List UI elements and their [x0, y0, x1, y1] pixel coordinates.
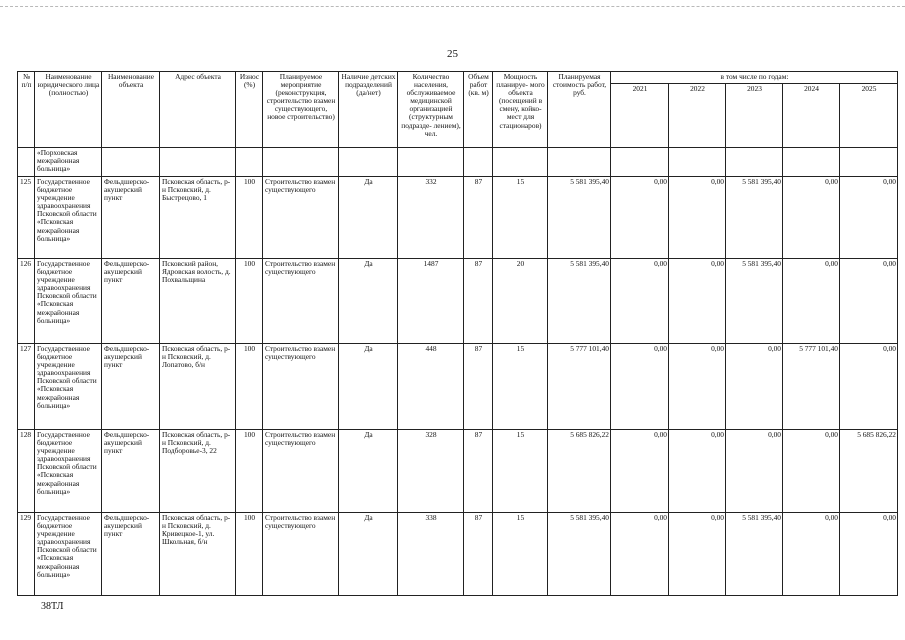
row-2023: 5 581 395,40 [726, 259, 783, 344]
row-object: Фельдшерско- акушерский пункт [102, 344, 160, 430]
row-wear: 100 [236, 430, 263, 513]
row-org: Государственное бюджетное учреждение здравоохранения Псковской области «Псковская межрайонная больница» [35, 177, 102, 259]
row-object: Фельдшерско- акушерский пункт [102, 177, 160, 259]
header-wear: Износ (%) [236, 72, 263, 148]
row-cost: 5 685 826,22 [548, 430, 611, 513]
row-address: Псковская область, р-н Псковский, д. Лопатово, б/н [160, 344, 236, 430]
continuation-row [18, 148, 898, 177]
header-cap: Мощность планируе- мого объекта (посещений в смену, койко-мест для стационаров) [493, 72, 548, 148]
row-2023: 0,00 [726, 430, 783, 513]
row-org: Государственное бюджетное учреждение здравоохранения Псковской области «Псковская межрайонная больница» [35, 259, 102, 344]
row-population: 338 [398, 513, 464, 596]
row-kids: Да [339, 177, 398, 259]
header-year-2023: 2023 [726, 84, 783, 148]
header-org: Наименование юридического лица (полностью) [35, 72, 102, 148]
row-population: 328 [398, 430, 464, 513]
header-addr: Адрес объекта [160, 72, 236, 148]
row-2022: 0,00 [669, 430, 726, 513]
row-population: 332 [398, 177, 464, 259]
row-object: Фельдшерско- акушерский пункт [102, 513, 160, 596]
row-plan: Строительство взамен существующего [263, 344, 339, 430]
row-2024: 5 777 101,40 [783, 344, 840, 430]
row-2024: 0,00 [783, 177, 840, 259]
footer-code: 38ТЛ [41, 601, 64, 612]
row-volume: 87 [464, 513, 493, 596]
header-cost: Планируемая стоимость работ, руб. [548, 72, 611, 148]
row-plan: Строительство взамен существующего [263, 177, 339, 259]
row-org: Государственное бюджетное учреждение здравоохранения Псковской области «Псковская межрайонная больница» [35, 430, 102, 513]
row-capacity: 15 [493, 513, 548, 596]
row-capacity: 15 [493, 177, 548, 259]
header-year-2022: 2022 [669, 84, 726, 148]
table-row [18, 430, 898, 513]
header-row-1 [18, 72, 898, 84]
row-2025: 0,00 [840, 344, 898, 430]
row-2025: 0,00 [840, 259, 898, 344]
row-number: 125 [18, 177, 35, 259]
row-2021: 0,00 [611, 259, 669, 344]
row-number: 127 [18, 344, 35, 430]
row-volume: 87 [464, 430, 493, 513]
row-2021: 0,00 [611, 344, 669, 430]
row-cost: 5 581 395,40 [548, 177, 611, 259]
row-volume: 87 [464, 177, 493, 259]
row-2025: 5 685 826,22 [840, 430, 898, 513]
row-object: Фельдшерско- акушерский пункт [102, 259, 160, 344]
table-row [18, 177, 898, 259]
row-plan: Строительство взамен существующего [263, 259, 339, 344]
row-number: 129 [18, 513, 35, 596]
row-capacity: 15 [493, 344, 548, 430]
row-cost: 5 581 395,40 [548, 513, 611, 596]
row-number: 126 [18, 259, 35, 344]
row-address: Псковская область, р-н Псковский, д. Подборовье-3, 22 [160, 430, 236, 513]
row-2025: 0,00 [840, 513, 898, 596]
header-num: № п/п [18, 72, 35, 148]
header-year-2021: 2021 [611, 84, 669, 148]
row-org: Государственное бюджетное учреждение здравоохранения Псковской области «Псковская межрайонная больница» [35, 344, 102, 430]
row-capacity: 15 [493, 430, 548, 513]
row-population: 1487 [398, 259, 464, 344]
row-plan: Строительство взамен существующего [263, 513, 339, 596]
header-year-2025: 2025 [840, 84, 898, 148]
page-number: 25 [447, 48, 458, 60]
header-obj: Наименование объекта [102, 72, 160, 148]
row-address: Псковский район, Ядровская волость, д. Похвальщина [160, 259, 236, 344]
row-2024: 0,00 [783, 430, 840, 513]
header-kids: Наличие детских подразделений (да/нет) [339, 72, 398, 148]
row-address: Псковская область, р-н Псковский, д. Быстрецово, 1 [160, 177, 236, 259]
row-object: Фельдшерско- акушерский пункт [102, 430, 160, 513]
header-pop: Количество населения, обслуживаемое медицинской организацией (структурным подразде- лением), чел. [398, 72, 464, 148]
header-plan: Планируемое мероприятие (реконструкция, строительство взамен существующего, новое строительство) [263, 72, 339, 148]
row-cost: 5 777 101,40 [548, 344, 611, 430]
row-kids: Да [339, 430, 398, 513]
row-2022: 0,00 [669, 344, 726, 430]
row-2021: 0,00 [611, 430, 669, 513]
table-row [18, 344, 898, 430]
row-org: Государственное бюджетное учреждение здравоохранения Псковской области «Псковская межрайонная больница» [35, 513, 102, 596]
header-years-group: в том числе по годам: [611, 72, 898, 84]
facilities-table [17, 71, 898, 596]
table-row [18, 513, 898, 596]
row-2021: 0,00 [611, 177, 669, 259]
scan-edge [0, 6, 905, 7]
header-vol: Объем работ (кв. м) [464, 72, 493, 148]
row-address: Псковская область, р-н Псковский, д. Кривецкое-1, ул. Школьная, б/н [160, 513, 236, 596]
row-population: 448 [398, 344, 464, 430]
row-2024: 0,00 [783, 513, 840, 596]
continuation-text: «Порховская межрайонная больница» [35, 148, 102, 177]
row-kids: Да [339, 344, 398, 430]
row-number: 128 [18, 430, 35, 513]
row-wear: 100 [236, 344, 263, 430]
row-kids: Да [339, 513, 398, 596]
table-row [18, 259, 898, 344]
row-2022: 0,00 [669, 513, 726, 596]
row-2025: 0,00 [840, 177, 898, 259]
row-2024: 0,00 [783, 259, 840, 344]
row-volume: 87 [464, 344, 493, 430]
row-2021: 0,00 [611, 513, 669, 596]
row-kids: Да [339, 259, 398, 344]
row-volume: 87 [464, 259, 493, 344]
header-year-2024: 2024 [783, 84, 840, 148]
row-2023: 5 581 395,40 [726, 177, 783, 259]
row-2023: 0,00 [726, 344, 783, 430]
row-2023: 5 581 395,40 [726, 513, 783, 596]
row-cost: 5 581 395,40 [548, 259, 611, 344]
row-2022: 0,00 [669, 259, 726, 344]
row-wear: 100 [236, 177, 263, 259]
row-capacity: 20 [493, 259, 548, 344]
row-plan: Строительство взамен существующего [263, 430, 339, 513]
row-2022: 0,00 [669, 177, 726, 259]
row-wear: 100 [236, 259, 263, 344]
row-wear: 100 [236, 513, 263, 596]
